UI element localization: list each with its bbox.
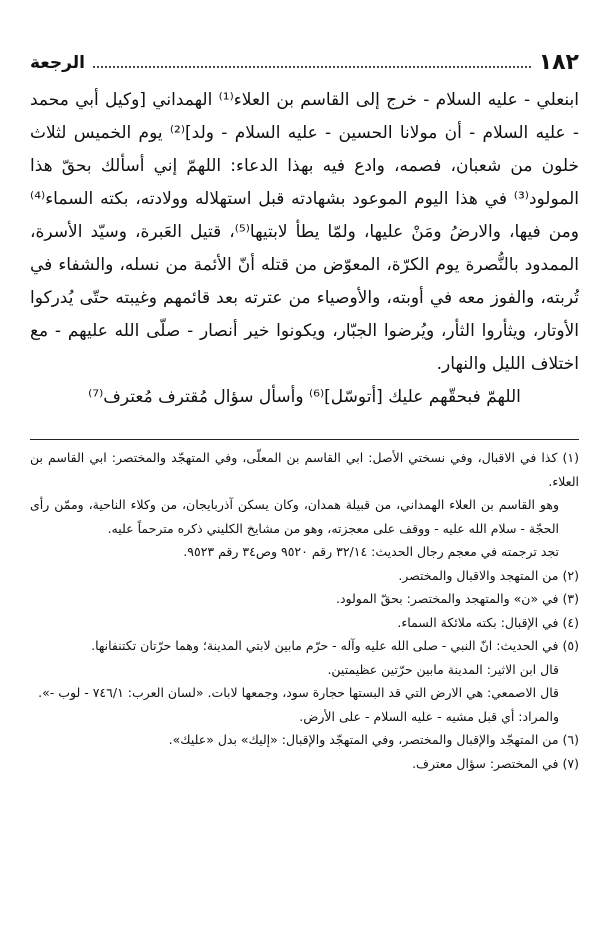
footnote-number: (٣) (562, 591, 579, 606)
footnote-3 (30, 587, 579, 611)
footnote-text: في الحديث: انّ النبي - صلى الله عليه وآله - حرّم مابين لابتي المدينة؛ وهما حرّتان تكتنفانها. (91, 638, 559, 653)
footnote-text: في «ن» والمتهجد والمختصر: بحقّ المولود. (335, 591, 559, 606)
main-paragraph: ابنعلي - عليه السلام - خرج إلى القاسم بن العلاء⁽¹⁾ الهمداني [وكيل أبي محمد - عليه السلام - أن مولانا الحسين - عليه السلام - ولد]⁽²⁾ يوم الخميس لثلاث خلون من شعبان، فصمه، وادع فيه بهذا الدعاء: اللهمّ إني أسألك بحقّ هذا المولود⁽³⁾ في هذا اليوم الموعود بشهادته قبل استهلاله وولادته، بكته السماء⁽⁴⁾ ومن فيها، والارضُ ومَنْ عليها، ولمّا يطأ لابتيها⁽⁵⁾، قتيل العَبرة، وسيّد الأسرة، الممدود بالنُّصرة يوم الكرّة، المعوّض من قتله أنّ الأئمة من نسله، والشفاء في تُربته، والفوز معه في أوبته، والأوصياء من عترته بعد قائمهم وغيبته حتّى يُدركوا الأوتار، ويثأروا الثأر، ويُرضوا الجبّار، ويكونوا خير أنصار - صلّى الله عليهم - مع اختلاف الليل والنهار. (30, 90, 580, 374)
page-header (30, 40, 579, 74)
footnote-number: (٧) (562, 755, 579, 771)
footnote-text: كذا في الاقبال، وفي نسختي الأصل: ابي القاسم بن المعلّى، وفي المتهجّد والمختصر: ابي القاسم بن العلاء. (30, 450, 579, 489)
footnote-2 (30, 564, 579, 588)
footnotes (30, 446, 579, 775)
header-dotted-leader (93, 66, 531, 68)
footnote-number: (٤) (562, 614, 579, 630)
page-number: ١٨٢ (538, 50, 579, 75)
main-text (30, 84, 579, 414)
footnote-4 (30, 611, 579, 635)
footnote-text: في الإقبال: بكته ملائكة السماء. (397, 614, 559, 630)
footnote-number: (٥) (562, 638, 579, 653)
footnote-5-continuation: قال ابن الاثير: المدينة مابين حرّتين عظيمتين. (327, 661, 559, 677)
footnote-number: (٢) (562, 567, 579, 583)
footnote-separator (30, 439, 579, 440)
footnote-text: من المتهجد والاقبال والمختصر. (398, 567, 559, 583)
main-paragraph-closing: اللهمّ فبحقّهم عليك [أتوسّل]⁽⁶⁾ وأسأل سؤال مُقترف مُعترف⁽⁷⁾ (88, 387, 521, 407)
footnote-number: (١) (562, 450, 579, 465)
footnote-5 (30, 634, 579, 658)
footnote-5-continuation: والمراد: أي قبل مشيه - عليه السلام - على الأرض. (299, 708, 559, 724)
running-title: الرجعة (30, 53, 85, 73)
footnote-number: (٦) (562, 732, 579, 747)
footnote-5-continuation: قال الاصمعي: هي الارض التي قد البستها حجارة سود، وجمعها لابات. «لسان العرب: ٧٤٦/١ - لوب -». (38, 685, 559, 700)
footnote-7 (30, 752, 579, 776)
footnote-1 (30, 446, 579, 493)
footnote-1-reference: تجد ترجمته في معجم رجال الحديث: ٣٢/١٤ رقم ٩٥٢٠ وص٣٤ رقم ٩٥٢٣. (183, 544, 559, 559)
footnote-text: من المتهجّد والإقبال والمختصر، وفي المتهجّد والإقبال: «إليك» بدل «عليك». (168, 732, 559, 747)
footnote-6 (30, 728, 579, 752)
footnote-1-continuation: وهو القاسم بن العلاء الهمداني، من قبيلة همدان، وكان يسكن آذربايجان، من وكلاء الناحية، وممّن رأى الحجّة - سلام الله عليه - ووقف على معجزته، وهو من مشايخ الكليني ذكره مترحماً عليه. (30, 497, 559, 536)
footnote-text: في المختصر: سؤال معترف. (412, 755, 559, 771)
